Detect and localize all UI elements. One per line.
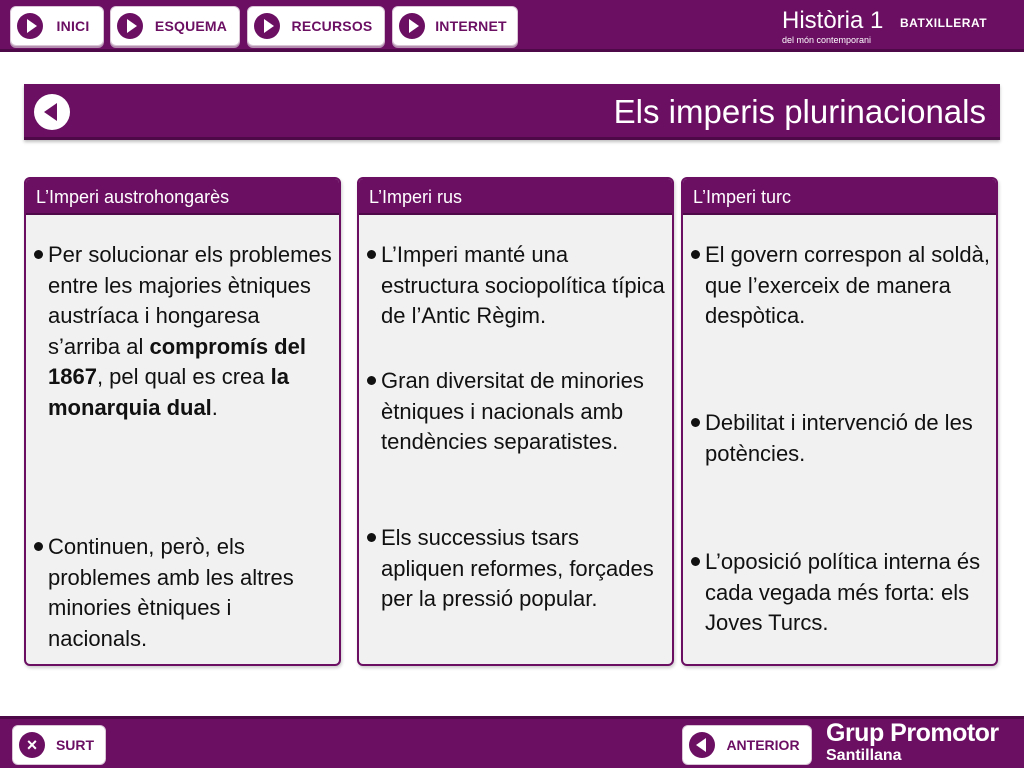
bullet-icon [691,557,700,566]
page-title: Els imperis plurinacionals [613,93,986,130]
panel-body [359,215,672,666]
item-text: . [211,394,218,420]
panel-turkish-empire [681,177,998,666]
item-text: , pel qual es crea [96,364,271,389]
item-text: Debilitat i intervenció de les potències. [705,410,973,466]
exit-button[interactable] [12,725,106,765]
panel-header: L’Imperi turc [683,179,996,215]
list-item [30,240,335,423]
list-item [363,240,668,332]
item-text: L’Imperi manté una estructura sociopolítica típica de l’Antic Règim. [381,242,665,328]
item-text: L’oposició política interna és cada vegada més forta: els Joves Turcs. [705,549,981,635]
panel-austro-hungarian-empire [24,177,341,666]
list-item [363,523,668,615]
back-arrow-icon [689,732,715,758]
brand-title: Història 1 [782,7,884,34]
list-item [687,408,992,469]
play-icon [399,13,425,39]
bottom-navigation-bar [0,716,1024,768]
internet-button-label: INTERNET [435,18,507,34]
internet-button[interactable] [392,6,518,46]
list-item [687,240,992,332]
previous-button[interactable] [682,725,812,765]
play-icon [254,13,280,39]
list-item [687,547,992,639]
bullet-icon [367,376,376,385]
panel-russian-empire [357,177,674,666]
brand-logo [782,7,1002,47]
page-heading-banner [24,84,1000,140]
inici-button[interactable] [10,6,104,46]
bullet-icon [367,533,376,542]
esquema-button-label: ESQUEMA [154,18,228,34]
publisher-subname: Santillana [826,747,902,764]
item-text: Gran diversitat de minories ètniques i nacionals amb tendències separatistes. [381,368,644,454]
list-item [363,366,668,458]
bullet-icon [691,418,700,427]
item-text: El govern correspon al soldà, que l’exerceix de manera despòtica. [705,242,990,328]
publisher-name: Grup Promotor [826,719,999,747]
item-text: Per solucionar els problemes entre les majories ètniques austríaca i hongaresa s’arriba al [48,242,332,359]
panel-header: L’Imperi austrohongarès [26,179,339,215]
bullet-icon [34,250,43,259]
recursos-button-label: RECURSOS [291,18,373,34]
panel-header: L’Imperi rus [359,179,672,215]
bullet-icon [691,250,700,259]
top-navigation-bar [0,0,1024,52]
bullet-icon [34,542,43,551]
play-icon [17,13,43,39]
close-icon: × [19,732,45,758]
item-text: Continuen, però, els problemes amb les altres minories ètniques i nacionals. [48,534,294,651]
brand-level: BATXILLERAT [900,16,988,30]
panel-body [683,215,996,666]
brand-subtitle: del món contemporani [782,35,872,45]
panel-body [26,215,339,666]
esquema-button[interactable] [110,6,240,46]
item-bold-text: compromís del 1867 [48,333,306,389]
recursos-button[interactable] [247,6,385,46]
back-arrow-icon[interactable] [34,94,70,130]
play-icon [117,13,143,39]
inici-button-label: INICI [56,18,90,34]
list-item [30,532,335,654]
previous-button-label: ANTERIOR [726,737,800,753]
exit-button-label: SURT [55,737,95,753]
item-text: Els successius tsars apliquen reformes, forçades per la pressió popular. [381,525,654,611]
bullet-icon [367,250,376,259]
item-bold-text: la monarquia dual [48,364,289,420]
publisher-logo [826,719,1016,765]
